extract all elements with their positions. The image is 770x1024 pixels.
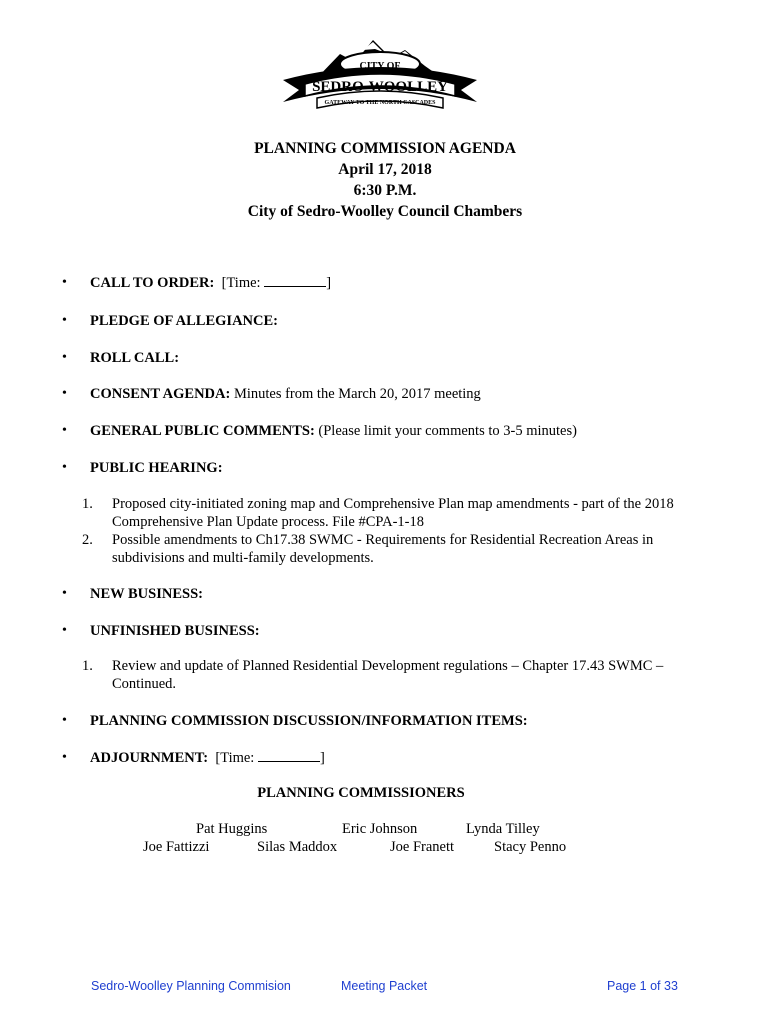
meeting-date: April 17, 2018	[338, 161, 432, 178]
call-to-order-prefix: [Time:	[221, 275, 261, 291]
public-hearing-label: PUBLIC HEARING:	[90, 460, 223, 476]
consent-label: CONSENT AGENDA:	[90, 386, 231, 402]
commissioner-name: Lynda Tilley	[466, 821, 540, 837]
discussion-label: PLANNING COMMISSION DISCUSSION/INFORMATION ITEMS:	[90, 713, 528, 729]
agenda-title: PLANNING COMMISSION AGENDA	[254, 140, 516, 157]
commissioners-heading: PLANNING COMMISSIONERS	[257, 785, 465, 801]
time-blank-line	[258, 749, 320, 762]
list-item-text: Possible amendments to Ch17.38 SWMC - Requirements for Residential Recreation Areas in subdivisions and multi-family developments.	[112, 532, 654, 566]
bullet-icon: •	[62, 350, 67, 365]
bullet-icon: •	[62, 623, 67, 638]
call-to-order-label: CALL TO ORDER:	[90, 275, 215, 291]
bullet-icon: •	[62, 275, 67, 290]
list-number: 1.	[82, 658, 93, 674]
city-logo	[275, 32, 485, 122]
call-to-order-suffix: ]	[326, 275, 332, 291]
public-comments-label: GENERAL PUBLIC COMMENTS:	[90, 423, 315, 439]
logo-top-text: CITY OF	[359, 61, 401, 72]
footer-page-number: Page 1 of 33	[607, 979, 678, 993]
time-blank-line	[264, 274, 326, 287]
commissioner-name: Stacy Penno	[494, 839, 567, 855]
adjournment-suffix: ]	[319, 750, 325, 766]
adjournment-label: ADJOURNMENT:	[90, 750, 209, 766]
bullet-icon: •	[62, 460, 67, 475]
commissioner-name: Pat Huggins	[196, 821, 268, 837]
adjournment-prefix: [Time:	[215, 750, 255, 766]
pledge-label: PLEDGE OF ALLEGIANCE:	[90, 313, 278, 329]
bullet-icon: •	[62, 586, 67, 601]
unfinished-business-label: UNFINISHED BUSINESS:	[90, 623, 260, 639]
list-item-text: Review and update of Planned Residential Development regulations – Chapter 17.43 SWMC – Continued.	[112, 658, 664, 692]
roll-call-label: ROLL CALL:	[90, 350, 180, 366]
agenda-header	[0, 138, 770, 222]
commissioner-name: Silas Maddox	[257, 839, 338, 855]
bullet-icon: •	[62, 423, 67, 438]
bullet-icon: •	[62, 313, 67, 328]
meeting-time: 6:30 P.M.	[353, 182, 417, 199]
meeting-location: City of Sedro-Woolley Council Chambers	[247, 203, 523, 220]
city-logo-graphic	[275, 32, 485, 122]
commissioner-name: Joe Franett	[390, 839, 455, 855]
bullet-icon: •	[62, 713, 67, 728]
commissioner-name: Eric Johnson	[342, 821, 418, 837]
list-number: 1.	[82, 496, 93, 512]
bullet-icon: •	[62, 750, 67, 765]
list-number: 2.	[82, 532, 93, 548]
footer-center: Meeting Packet	[341, 979, 428, 993]
new-business-label: NEW BUSINESS:	[90, 586, 203, 602]
logo-tagline: GATEWAY TO THE NORTH CASCADES	[324, 100, 436, 106]
bullet-icon: •	[62, 386, 67, 401]
logo-main-text: SEDRO-WOOLLEY	[312, 79, 448, 95]
public-comments-text: (Please limit your comments to 3-5 minutes)	[318, 423, 577, 439]
list-item-text: Proposed city-initiated zoning map and Comprehensive Plan map amendments - part of the 2018 Comprehensive Plan Update process. File #CPA-1-18	[112, 496, 674, 530]
footer-left: Sedro-Woolley Planning Commision	[91, 979, 291, 993]
commissioner-name: Joe Fattizzi	[143, 839, 210, 855]
consent-text: Minutes from the March 20, 2017 meeting	[233, 386, 481, 402]
